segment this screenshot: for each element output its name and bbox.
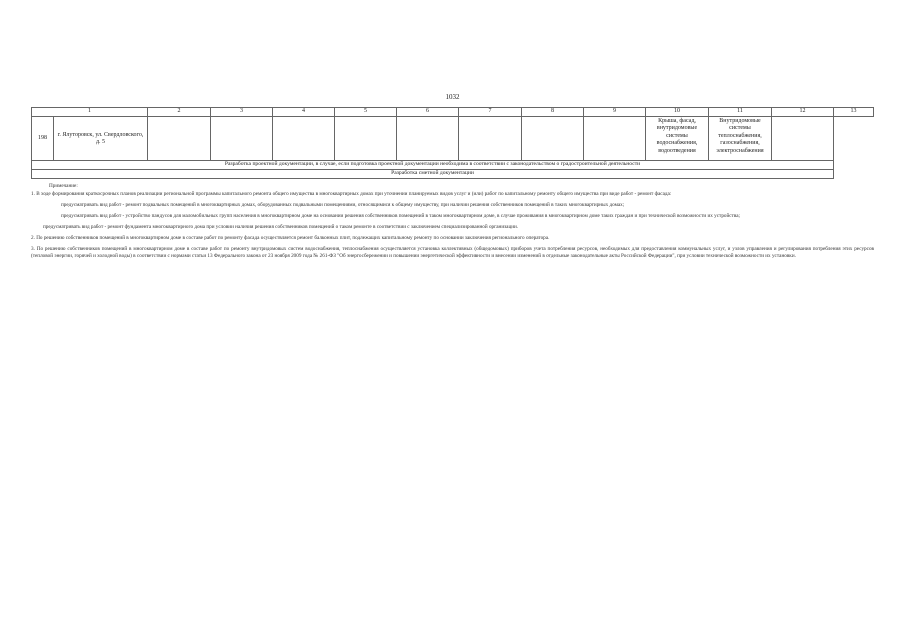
notes-title: Примечание: [49, 183, 78, 189]
table-span-row [32, 170, 874, 179]
note-1: 1. В ходе формирования краткосрочных планов реализации региональной программы капитального ремонта общего имущества в многоквартирных домах при уточнении планируемых видов услуг и (или) работ по капитальному ремонту общего имущества при виде работ - ремонт фасада: [31, 191, 672, 197]
row-address: г. Ялуторовск, ул. Свердловского, д. 5 [54, 117, 148, 161]
table-row [32, 117, 874, 161]
note-1a: предусматривать вид работ - ремонт подвальных помещений в многоквартирных домах, оборудованных подвальными помещениями, относящимися к общему имуществу, при наличии решения собственников помещений в таких многоквартирных домах; [61, 202, 625, 208]
table-cell [148, 117, 211, 161]
cell-col11: Крыша, фасад, внутридомовые системы водоснабжения, водоотведения [646, 117, 709, 161]
col-header: 11 [709, 108, 772, 117]
table-cell [335, 117, 397, 161]
col-header: 9 [584, 108, 646, 117]
table-cell [459, 117, 522, 161]
cell-col12: Внутридомовые системы теплоснабжения, газоснабжения, электроснабжения [709, 117, 772, 161]
col-header: 2 [148, 108, 211, 117]
table-header-row [32, 108, 874, 117]
col-header: 7 [459, 108, 522, 117]
table-cell [522, 117, 584, 161]
col-header: 13 [834, 108, 874, 117]
note-2: 2. По решению собственников помещений в многоквартирном доме в составе работ по ремонту фасада осуществляется ремонт балконных плит, подлежащих капитальному ремонту по основании заключения регионального оператора. [31, 235, 550, 241]
table-cell [397, 117, 459, 161]
col-header: 1 [32, 108, 148, 117]
notes-section [31, 183, 874, 264]
col-header: 6 [397, 108, 459, 117]
page-number: 1032 [445, 93, 460, 101]
col-header: 4 [273, 108, 335, 117]
table-cell [211, 117, 273, 161]
row-number: 198 [32, 117, 54, 161]
note-3: 3. По решению собственников помещений в многоквартирном доме в составе работ по ремонту внутридомовых систем водоснабжения, теплоснабжения осуществляется установка коллективных (общедомовых) приборов учета потребления ресурсов, необходимых для предоставления коммунальных услуг, и узлов управления и регулирования потребления этих ресурсов (тепловой энергии, горячей и холодной воды) в соответствии с нормами статьи 13 Федерального закона от 23 ноября 2009 года № 261-ФЗ "Об энергосбережении и повышении энергетической эффективности и внесении изменений в отдельные законодательные акты Российской Федерации", при условии технической возможности их установки. [31, 246, 874, 259]
table-cell [273, 117, 335, 161]
col-header: 8 [522, 108, 584, 117]
col-header: 10 [646, 108, 709, 117]
span-row-project-docs: Разработка проектной документации, в случае, если подготовка проектной документации необходима в соответствии с законодательством о градостроительной деятельности [32, 161, 834, 170]
note-1c: предусматривать вид работ - ремонт фундамента многоквартирного дома при условии наличия решения собственников помещений о таком ремонте в соответствии с заключением специализированной организации. [43, 224, 519, 230]
col-header: 5 [335, 108, 397, 117]
col-header: 3 [211, 108, 273, 117]
table-span-row [32, 161, 874, 170]
col-header: 12 [772, 108, 834, 117]
table-cell [584, 117, 646, 161]
note-1b: предусматривать вид работ - устройство пандусов для маломобильных групп населения в многоквартирном доме на основании решения собственников помещений в таком многоквартирном доме, в случае проживания в многоквартирном доме таких граждан и при технической возможности их устройства; [61, 213, 740, 219]
table-cell [772, 117, 834, 161]
works-table [31, 107, 874, 179]
span-row-estimate-docs: Разработка сметной документации [32, 170, 834, 179]
